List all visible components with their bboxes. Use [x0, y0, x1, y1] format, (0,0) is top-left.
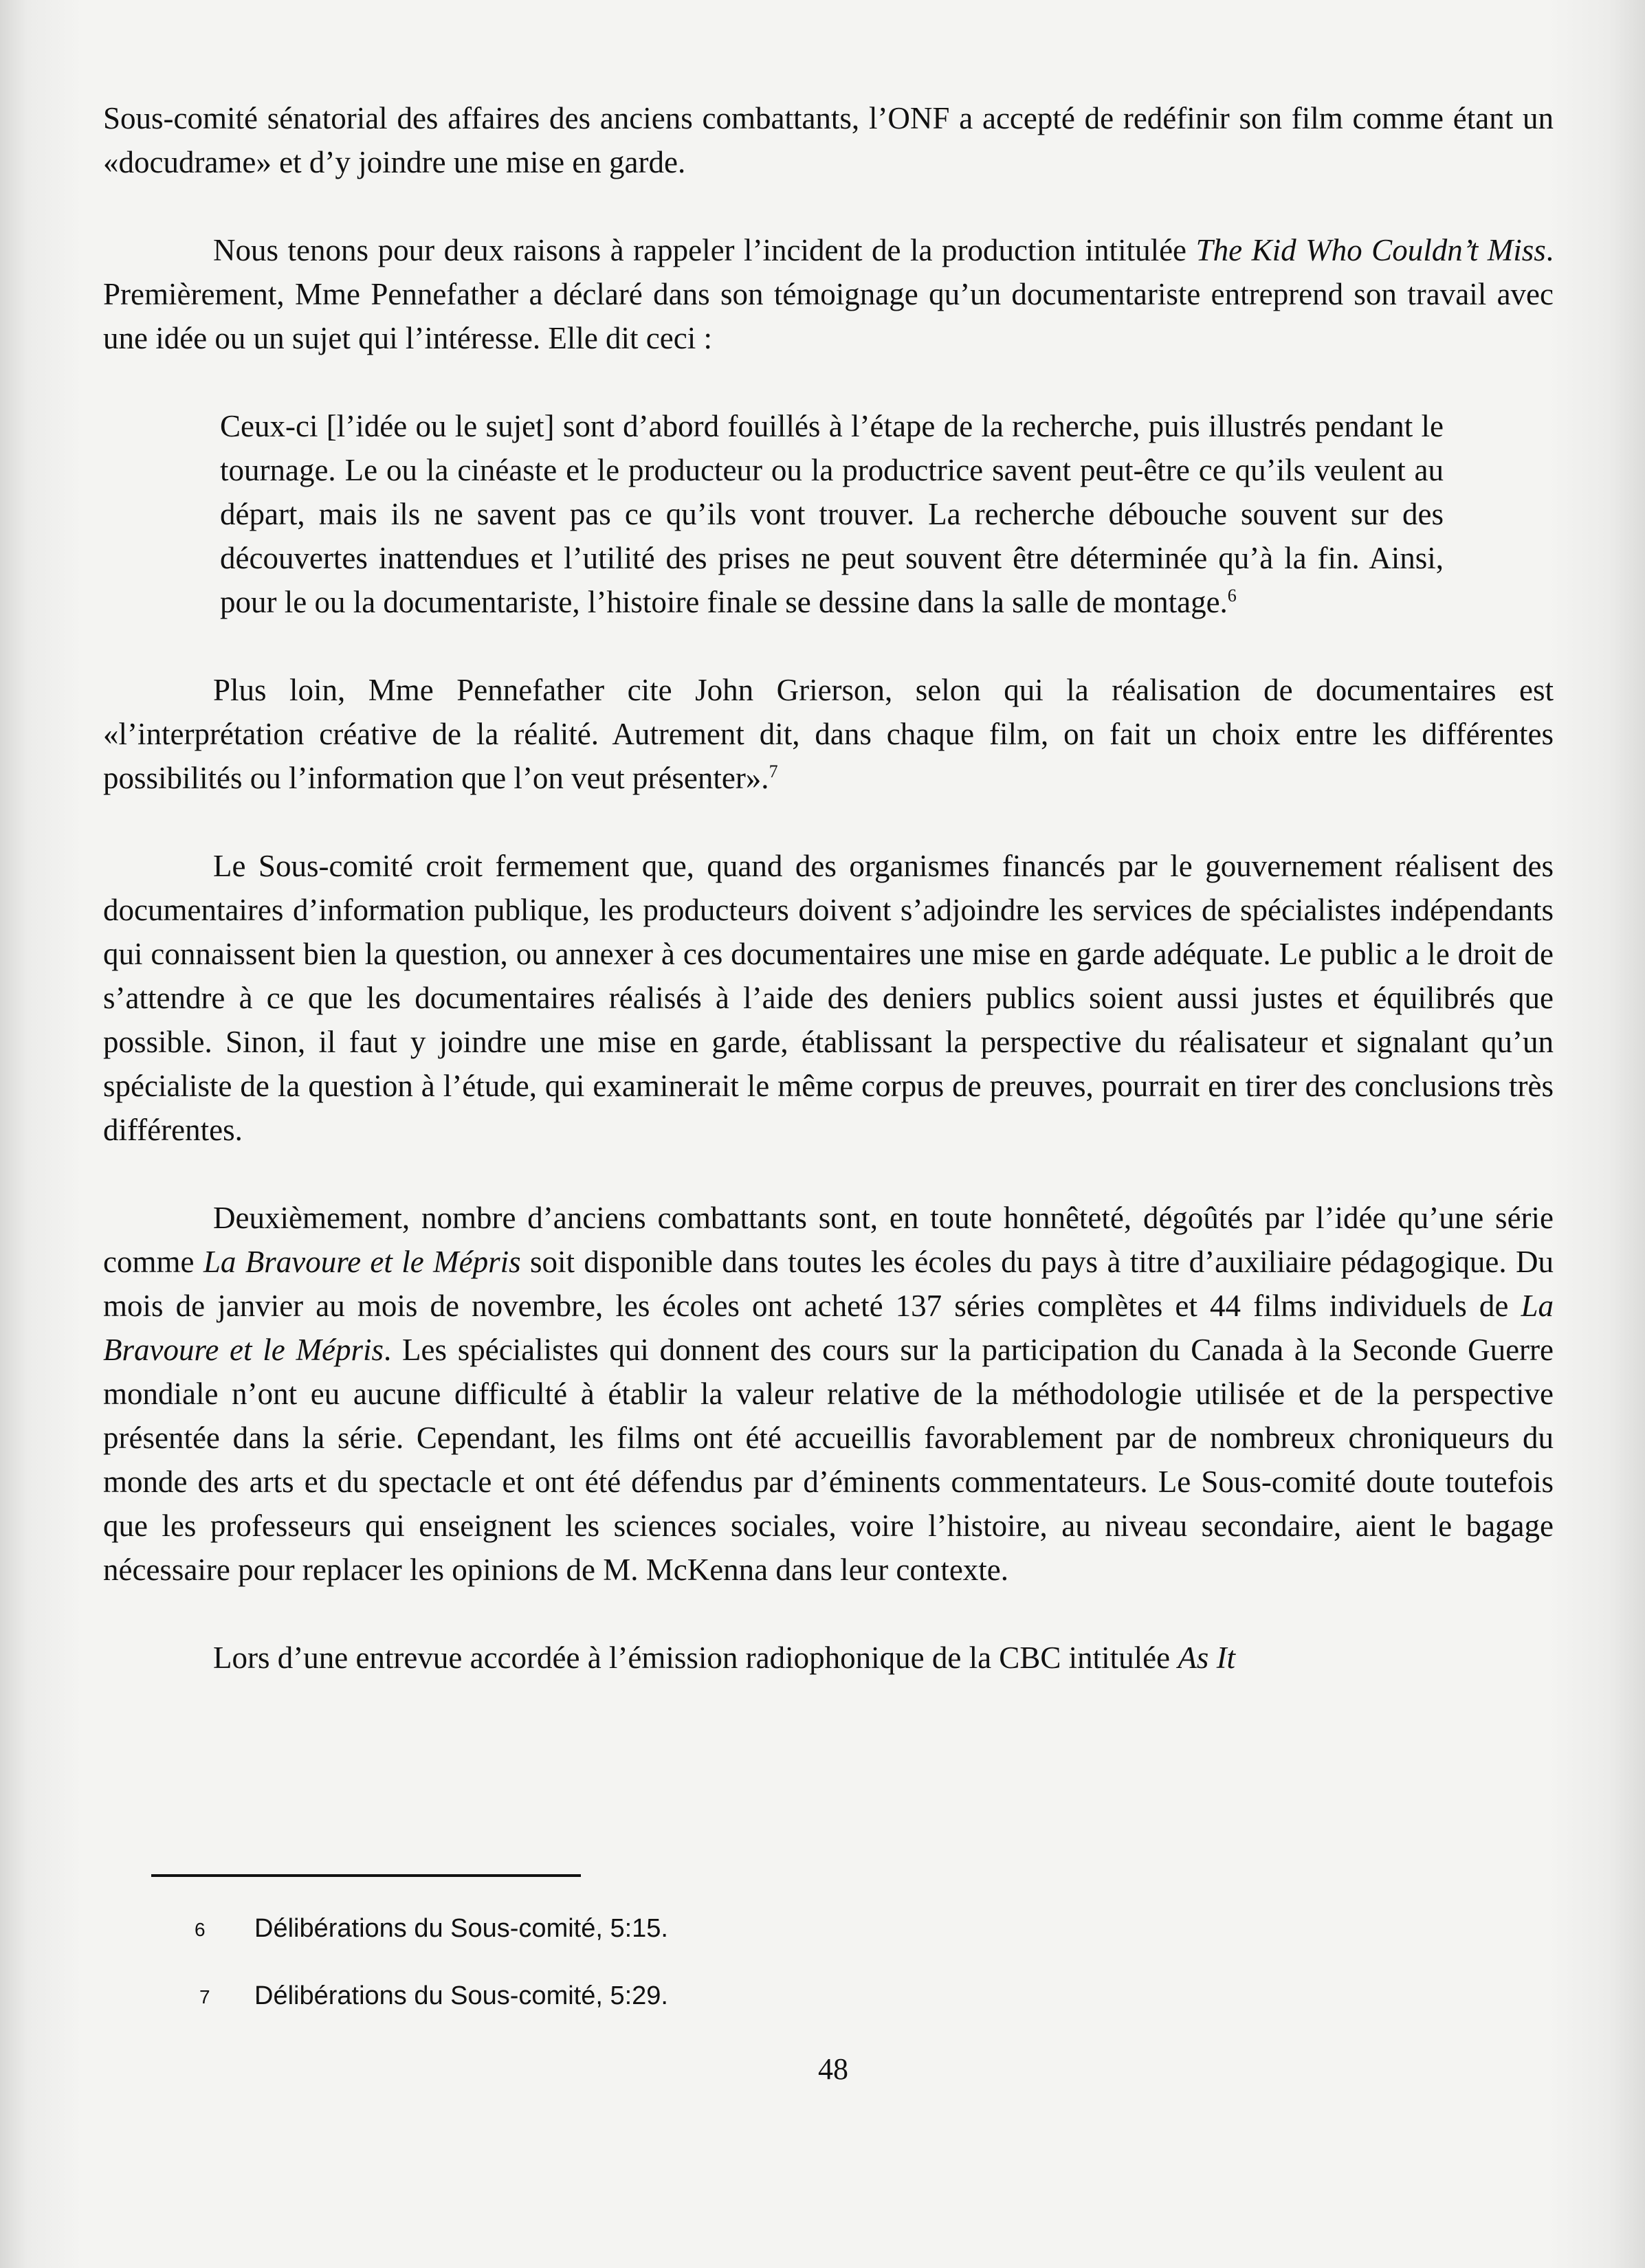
paragraph-3: [103, 668, 1554, 800]
program-title: As It: [1178, 1641, 1236, 1675]
paragraph-2-text-b: . Premièrement, Mme Pennefather a déclaré dans son témoignage qu’un documentariste entreprend son travail avec une idée ou un sujet qui l’intéresse. Elle dit ceci :: [103, 233, 1554, 355]
paragraph-2-text-a: Nous tenons pour deux raisons à rappeler l’incident de la production intitulée: [213, 233, 1196, 267]
footnote-6-number: 6: [195, 1919, 206, 1940]
block-quote: [220, 404, 1444, 624]
paragraph-5-text-c: . Les spécialistes qui donnent des cours sur la participation du Canada à la Seconde Guerre mondiale n’ont eu aucune difficulté à établir la valeur relative de la méthodologie utilisée et de la perspective présentée dans la série. Cependant, les films ont été accueillis favorablement par de nombreux chroniqueurs du monde des arts et du spectacle et ont été défendus par d’éminents commentateurs. Le Sous-comité doute toutefois que les professeurs qui enseignent les sciences sociales, voire l’histoire, au niveau secondaire, aient le bagage nécessaire pour replacer les opinions de M. McKenna dans leur contexte.: [103, 1333, 1554, 1587]
footnote-6-text: Délibérations du Sous-comité, 5:15.: [254, 1914, 668, 1943]
page-number: 48: [818, 2052, 848, 2086]
series-title-2: La Bravoure et le Mépris: [103, 1289, 1554, 1367]
series-title-1: La Bravoure et le Mépris: [203, 1245, 521, 1279]
footnote-separator: [151, 1874, 581, 1877]
paragraph-6: [103, 1636, 1554, 1680]
paragraph-5-text-a: Deuxièmement, nombre d’anciens combattants sont, en toute honnêteté, dégoûtés par l’idée qu’une série comme: [103, 1201, 1554, 1279]
footnote-ref-7: 7: [769, 761, 778, 781]
footnote-ref-6: 6: [1227, 586, 1237, 605]
footnote-7-number: 7: [199, 1986, 210, 2008]
paragraph-6-text: Lors d’une entrevue accordée à l’émission radiophonique de la CBC intitulée: [213, 1641, 1178, 1675]
paragraph-5: [103, 1196, 1554, 1592]
film-title-kid: The Kid Who Couldn’t Miss: [1195, 233, 1546, 267]
footnote-7-text: Délibérations du Sous-comité, 5:29.: [254, 1981, 668, 2010]
paragraph-5-text-b: soit disponible dans toutes les écoles du pays à titre d’auxiliaire pédagogique. Du mois de janvier au mois de novembre, les écoles ont acheté 137 séries complètes et 44 films individuels de: [103, 1245, 1554, 1323]
paragraph-1: Sous-comité sénatorial des affaires des anciens combattants, l’ONF a accepté de redéfinir son film comme étant un «docudrame» et d’y joindre une mise en garde.: [103, 101, 1554, 179]
document-body: [103, 96, 1554, 1680]
paragraph-4: Le Sous-comité croit fermement que, quand des organismes financés par le gouvernement réalisent des documentaires d’information publique, les producteurs doivent s’adjoindre les services de spécialistes indépendants qui connaissent bien la question, ou annexer à ces documentaires une mise en garde adéquate. Le public a le droit de s’attendre à ce que les documentaires réalisés à l’aide des deniers publics soient aussi justes et équilibrés que possible. Sinon, il faut y joindre une mise en garde, établissant la perspective du réalisateur et signalant qu’un spécialiste de la question à l’étude, qui examinerait le même corpus de preuves, pourrait en tirer des conclusions très différentes.: [103, 849, 1554, 1147]
paragraph-3-text: Plus loin, Mme Pennefather cite John Grierson, selon qui la réalisation de documentaires est «l’interprétation créative de la réalité. Autrement dit, dans chaque film, on fait un choix entre les différentes possibilités ou l’information que l’on veut présenter».: [103, 673, 1554, 795]
quote-text: Ceux-ci [l’idée ou le sujet] sont d’abord fouillés à l’étape de la recherche, puis illustrés pendant le tournage. Le ou la cinéaste et le producteur ou la productrice savent peut-être ce qu’ils veulent au départ, mais ils ne savent pas ce qu’ils vont trouver. La recherche débouche souvent sur des découvertes inattendues et l’utilité des prises ne peut souvent être déterminée qu’à la fin. Ainsi, pour le ou la documentariste, l’histoire finale se dessine dans la salle de montage.: [220, 409, 1444, 619]
paragraph-2: [103, 228, 1554, 360]
